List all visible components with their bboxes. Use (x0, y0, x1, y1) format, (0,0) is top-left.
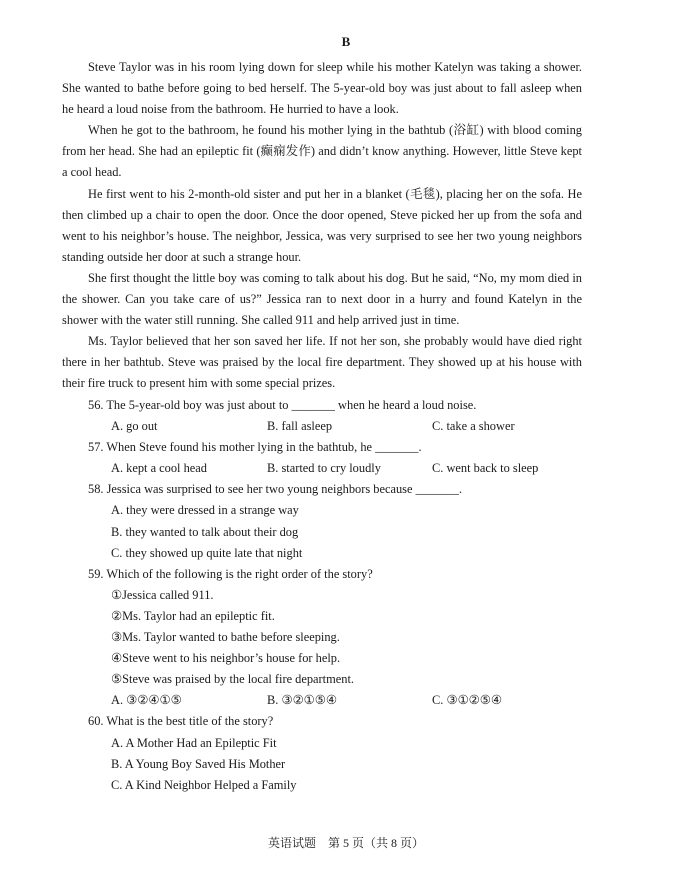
question-list (62, 395, 582, 796)
story-event: ⑤Steve was praised by the local fire department. (111, 672, 355, 687)
question-59: 59. Which of the following is the right order of the story? (88, 566, 373, 581)
passage-paragraph: When he got to the bathroom, he found his mother lying in the bathtub (浴缸) with blood coming from her head. She had an epileptic fit (癫痫发作) and didn’t know anything. However, little Steve kept a cool head. (62, 123, 582, 180)
question-59-options (62, 690, 582, 711)
option-c: C. they showed up quite late that night (111, 545, 303, 560)
question-56: 56. The 5-year-old boy was just about to _______ when he heard a loud noise. (88, 398, 477, 412)
section-title: B (341, 34, 351, 49)
question-60: 60. What is the best title of the story? (88, 714, 274, 729)
option-a: A. go out (111, 419, 158, 434)
question-56-options (62, 416, 582, 437)
option-c: C. A Kind Neighbor Helped a Family (111, 777, 297, 792)
passage-paragraph: She first thought the little boy was coming to talk about his dog. But he said, “No, my mom died in the shower. Can you take care of us?” Jessica ran to next door in a hurry and found Katelyn in the shower with the water still running. She called 911 and help arrived just in time. (62, 270, 582, 328)
question-57-options (62, 458, 582, 479)
option-b: B. A Young Boy Saved His Mother (111, 756, 286, 771)
option-a: A. ③②④①⑤ (111, 693, 182, 708)
page-footer: 英语试题 第 5 页（共 8 页） (267, 836, 424, 850)
passage-paragraph: He first went to his 2-month-old sister and put her in a blanket (毛毯), placing her on the sofa. He then climbed up a chair to open the door. Once the door opened, Steve picked her up from the sofa and went to his neighbor’s house. The neighbor, Jessica, was very surprised to see her two young neighbors standing outside her door at such a strange hour. (62, 186, 582, 264)
option-a: A. A Mother Had an Epileptic Fit (111, 735, 277, 750)
passage-paragraph: Steve Taylor was in his room lying down for sleep while his mother Katelyn was taking a shower. She wanted to bathe before going to bed herself. The 5-year-old boy was just about to fall asleep when he heard a loud noise from the bathroom. He hurried to have a look. (62, 60, 582, 117)
story-event: ①Jessica called 911. (111, 587, 214, 602)
story-event: ②Ms. Taylor had an epileptic fit. (111, 608, 275, 623)
option-b: B. fall asleep (267, 419, 333, 434)
question-58: 58. Jessica was surprised to see her two young neighbors because _______. (88, 482, 463, 497)
story-event: ③Ms. Taylor wanted to bathe before sleeping. (111, 630, 340, 645)
reading-passage (62, 57, 582, 395)
option-c: C. ③①②⑤④ (432, 693, 502, 708)
passage-paragraph: Ms. Taylor believed that her son saved her life. If not her son, she probably would have died right there in her bathtub. Steve was praised by the local fire department. They showed up at his house with their fire truck to present him with some special prizes. (62, 334, 582, 391)
story-event: ④Steve went to his neighbor’s house for help. (111, 651, 341, 666)
option-b: B. started to cry loudly (267, 461, 381, 476)
option-a: A. they were dressed in a strange way (111, 503, 299, 518)
option-b: B. ③②①⑤④ (267, 693, 337, 708)
option-b: B. they wanted to talk about their dog (111, 524, 299, 539)
option-a: A. kept a cool head (111, 461, 207, 476)
option-c: C. went back to sleep (432, 461, 539, 476)
question-57: 57. When Steve found his mother lying in the bathtub, he _______. (88, 440, 422, 455)
option-c: C. take a shower (432, 419, 515, 434)
